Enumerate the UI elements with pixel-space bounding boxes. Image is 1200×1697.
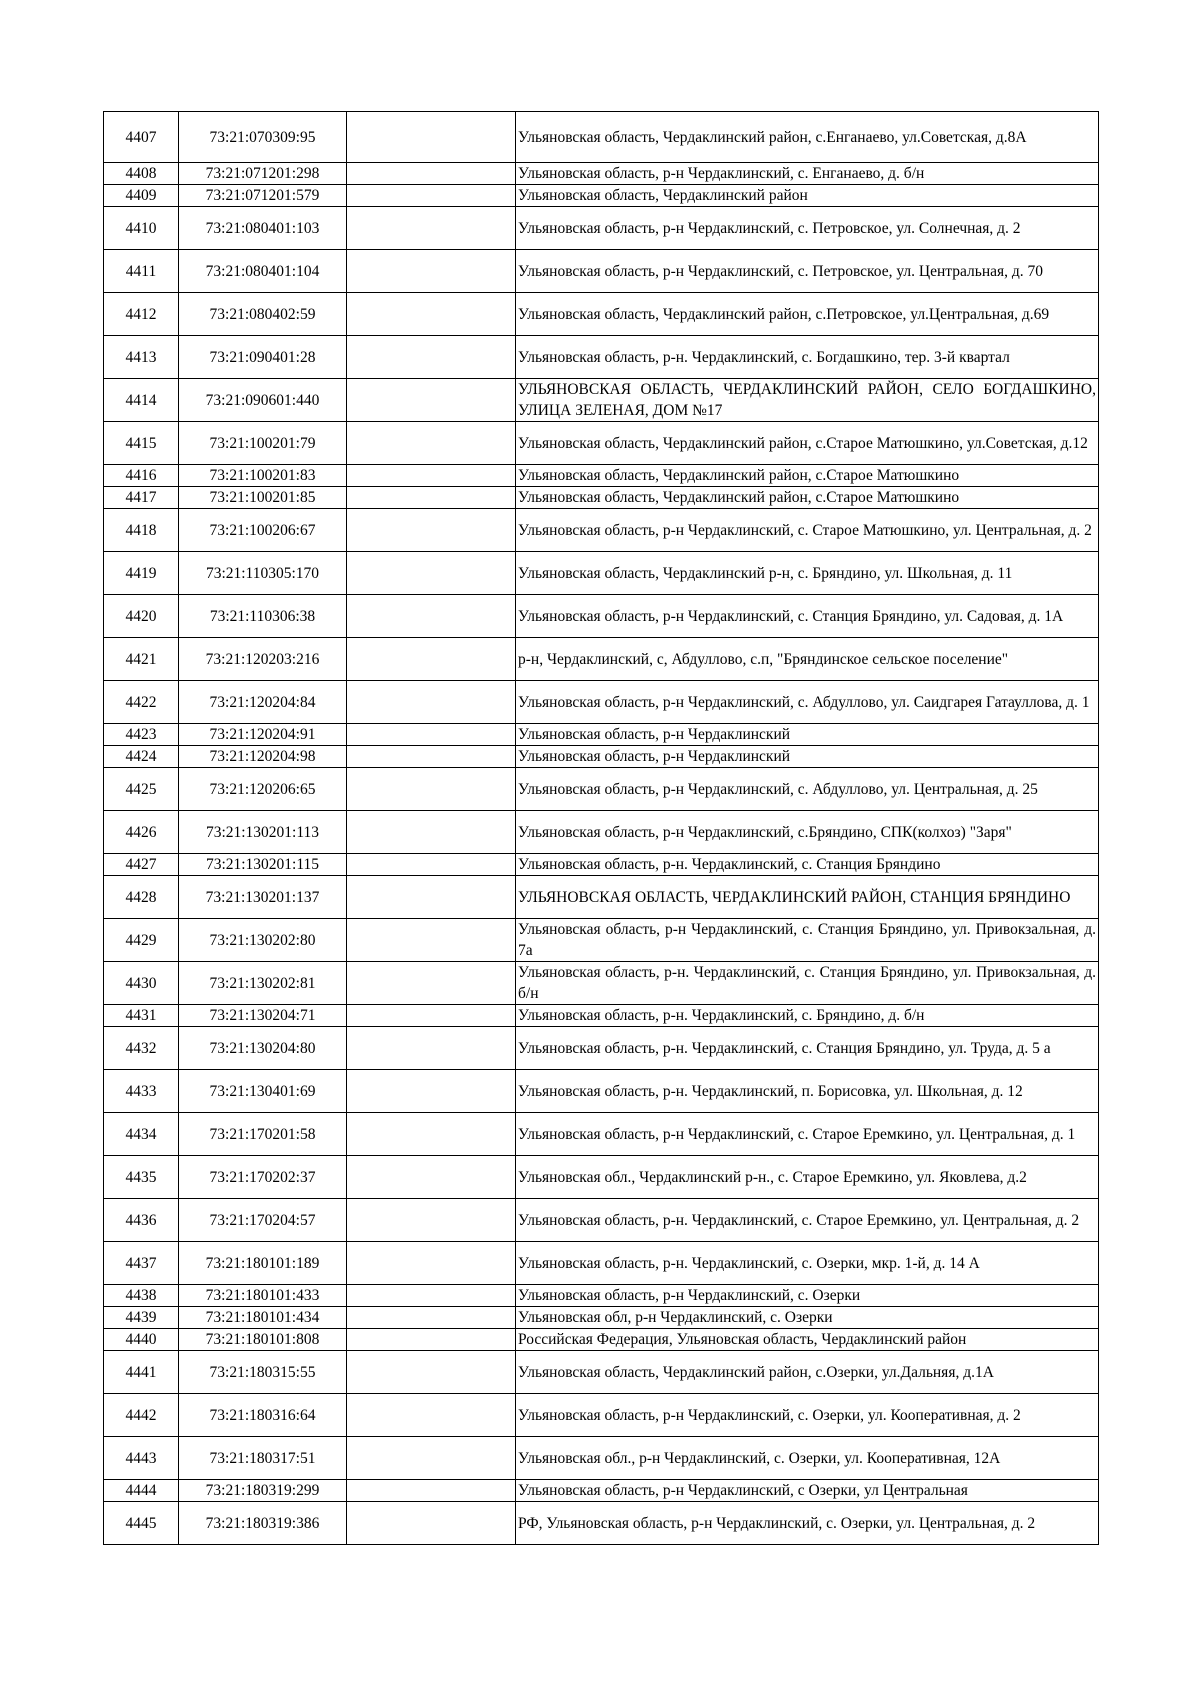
empty-cell — [347, 595, 516, 638]
cadastral-number: 73:21:130202:80 — [179, 919, 347, 962]
table-row — [104, 681, 1099, 724]
address: Ульяновская область, р-н Чердаклинский, с. Озерки — [516, 1285, 1099, 1307]
address: РФ, Ульяновская область, р-н Чердаклинский, с. Озерки, ул. Центральная, д. 2 — [516, 1502, 1099, 1545]
empty-cell — [347, 465, 516, 487]
address: Ульяновская область, Чердаклинский район, с.Старое Матюшкино, ул.Советская, д.12 — [516, 422, 1099, 465]
empty-cell — [347, 1242, 516, 1285]
address: Ульяновская область, Чердаклинский р-н, с. Бряндино, ул. Школьная, д. 11 — [516, 552, 1099, 595]
cadastral-number: 73:21:071201:298 — [179, 163, 347, 185]
address: Ульяновская область, Чердаклинский район, с.Петровское, ул.Центральная, д.69 — [516, 293, 1099, 336]
cadastral-number: 73:21:120204:98 — [179, 746, 347, 768]
table-row — [104, 163, 1099, 185]
cadastral-number: 73:21:180317:51 — [179, 1437, 347, 1480]
cadastral-number: 73:21:110306:38 — [179, 595, 347, 638]
table-row — [104, 185, 1099, 207]
table-row — [104, 595, 1099, 638]
cadastral-number: 73:21:100201:85 — [179, 487, 347, 509]
row-number: 4409 — [104, 185, 179, 207]
empty-cell — [347, 1437, 516, 1480]
cadastral-number: 73:21:120204:84 — [179, 681, 347, 724]
address: Ульяновская область, р-н Чердаклинский, с. Старое Матюшкино, ул. Центральная, д. 2 — [516, 509, 1099, 552]
address: Ульяновская область, Чердаклинский район, с.Озерки, ул.Дальняя, д.1А — [516, 1351, 1099, 1394]
empty-cell — [347, 112, 516, 163]
address: Ульяновская область, р-н Чердаклинский, с Озерки, ул Центральная — [516, 1480, 1099, 1502]
empty-cell — [347, 1394, 516, 1437]
cadastral-number: 73:21:130201:115 — [179, 854, 347, 876]
address: Ульяновская область, р-н Чердаклинский — [516, 724, 1099, 746]
row-number: 4421 — [104, 638, 179, 681]
empty-cell — [347, 768, 516, 811]
row-number: 4408 — [104, 163, 179, 185]
empty-cell — [347, 724, 516, 746]
address: р-н, Чердаклинский, с, Абдуллово, с.п, "Бряндинское сельское поселение" — [516, 638, 1099, 681]
table-row — [104, 1394, 1099, 1437]
empty-cell — [347, 681, 516, 724]
address: Ульяновская обл., р-н Чердаклинский, с. Озерки, ул. Кооперативная, 12А — [516, 1437, 1099, 1480]
row-number: 4444 — [104, 1480, 179, 1502]
address: Ульяновская область, р-н Чердаклинский, с. Станция Бряндино, ул. Садовая, д. 1А — [516, 595, 1099, 638]
table-row — [104, 876, 1099, 919]
table-body — [104, 112, 1099, 1545]
cadastral-number: 73:21:180101:189 — [179, 1242, 347, 1285]
empty-cell — [347, 422, 516, 465]
table-row — [104, 336, 1099, 379]
empty-cell — [347, 1285, 516, 1307]
table-row — [104, 509, 1099, 552]
table-row — [104, 1113, 1099, 1156]
empty-cell — [347, 746, 516, 768]
cadastral-number: 73:21:180319:299 — [179, 1480, 347, 1502]
empty-cell — [347, 207, 516, 250]
row-number: 4436 — [104, 1199, 179, 1242]
row-number: 4407 — [104, 112, 179, 163]
row-number: 4417 — [104, 487, 179, 509]
address: Ульяновская область, Чердаклинский район, с.Старое Матюшкино — [516, 487, 1099, 509]
row-number: 4442 — [104, 1394, 179, 1437]
row-number: 4445 — [104, 1502, 179, 1545]
empty-cell — [347, 962, 516, 1005]
empty-cell — [347, 379, 516, 422]
row-number: 4411 — [104, 250, 179, 293]
table-row — [104, 1502, 1099, 1545]
address: Ульяновская область, р-н. Чердаклинский, с. Бряндино, д. б/н — [516, 1005, 1099, 1027]
cadastral-number: 73:21:180316:64 — [179, 1394, 347, 1437]
address: Ульяновская область, р-н. Чердаклинский, с. Станция Бряндино, ул. Привокзальная, д. б/н — [516, 962, 1099, 1005]
cadastral-number: 73:21:080401:103 — [179, 207, 347, 250]
table-row — [104, 1199, 1099, 1242]
cadastral-number: 73:21:130401:69 — [179, 1070, 347, 1113]
cadastral-number: 73:21:130204:71 — [179, 1005, 347, 1027]
address: Ульяновская область, р-н. Чердаклинский, п. Борисовка, ул. Школьная, д. 12 — [516, 1070, 1099, 1113]
row-number: 4420 — [104, 595, 179, 638]
cadastral-number: 73:21:180101:434 — [179, 1307, 347, 1329]
cadastral-number: 73:21:070309:95 — [179, 112, 347, 163]
table-row — [104, 1285, 1099, 1307]
row-number: 4429 — [104, 919, 179, 962]
table-row — [104, 1437, 1099, 1480]
table-row — [104, 112, 1099, 163]
cadastral-number: 73:21:130202:81 — [179, 962, 347, 1005]
address: УЛЬЯНОВСКАЯ ОБЛАСТЬ, ЧЕРДАКЛИНСКИЙ РАЙОН, СЕЛО БОГДАШКИНО, УЛИЦА ЗЕЛЕНАЯ, ДОМ №17 — [516, 379, 1099, 422]
cadastral-number: 73:21:090401:28 — [179, 336, 347, 379]
table-row — [104, 1351, 1099, 1394]
address: Ульяновская область, р-н Чердаклинский, с.Бряндино, СПК(колхоз) "Заря" — [516, 811, 1099, 854]
cadastral-number: 73:21:090601:440 — [179, 379, 347, 422]
row-number: 4418 — [104, 509, 179, 552]
cadastral-number: 73:21:080402:59 — [179, 293, 347, 336]
table-row — [104, 746, 1099, 768]
empty-cell — [347, 250, 516, 293]
address: Ульяновская область, р-н. Чердаклинский, с. Богдашкино, тер. 3-й квартал — [516, 336, 1099, 379]
address: Ульяновская область, р-н Чердаклинский, с. Енганаево, д. б/н — [516, 163, 1099, 185]
empty-cell — [347, 509, 516, 552]
row-number: 4440 — [104, 1329, 179, 1351]
table-row — [104, 1156, 1099, 1199]
cadastral-number: 73:21:180101:433 — [179, 1285, 347, 1307]
row-number: 4443 — [104, 1437, 179, 1480]
address: Ульяновская область, р-н. Чердаклинский, с. Озерки, мкр. 1-й, д. 14 А — [516, 1242, 1099, 1285]
address: Ульяновская область, р-н. Чердаклинский, с. Станция Бряндино — [516, 854, 1099, 876]
table-row — [104, 1005, 1099, 1027]
empty-cell — [347, 1329, 516, 1351]
cadastral-number: 73:21:170202:37 — [179, 1156, 347, 1199]
empty-cell — [347, 854, 516, 876]
cadastral-number: 73:21:130201:113 — [179, 811, 347, 854]
empty-cell — [347, 552, 516, 595]
row-number: 4410 — [104, 207, 179, 250]
empty-cell — [347, 1005, 516, 1027]
row-number: 4435 — [104, 1156, 179, 1199]
table-row — [104, 487, 1099, 509]
row-number: 4437 — [104, 1242, 179, 1285]
table-row — [104, 250, 1099, 293]
row-number: 4419 — [104, 552, 179, 595]
address: Ульяновская область, Чердаклинский район, с.Енганаево, ул.Советская, д.8А — [516, 112, 1099, 163]
address: Ульяновская область, р-н Чердаклинский, с. Абдуллово, ул. Центральная, д. 25 — [516, 768, 1099, 811]
row-number: 4414 — [104, 379, 179, 422]
empty-cell — [347, 487, 516, 509]
address: Ульяновская обл., Чердаклинский р-н., с. Старое Еремкино, ул. Яковлева, д.2 — [516, 1156, 1099, 1199]
empty-cell — [347, 185, 516, 207]
cadastral-number: 73:21:120206:65 — [179, 768, 347, 811]
empty-cell — [347, 1070, 516, 1113]
empty-cell — [347, 638, 516, 681]
table-row — [104, 919, 1099, 962]
cadastral-number: 73:21:110305:170 — [179, 552, 347, 595]
address: Ульяновская область, р-н. Чердаклинский, с. Станция Бряндино, ул. Труда, д. 5 а — [516, 1027, 1099, 1070]
address: Ульяновская область, р-н Чердаклинский, с. Петровское, ул. Солнечная, д. 2 — [516, 207, 1099, 250]
cadastral-number: 73:21:080401:104 — [179, 250, 347, 293]
table-row — [104, 379, 1099, 422]
address: Ульяновская область, р-н Чердаклинский, с. Станция Бряндино, ул. Привокзальная, д. 7а — [516, 919, 1099, 962]
address: Ульяновская область, Чердаклинский район — [516, 185, 1099, 207]
empty-cell — [347, 919, 516, 962]
table-row — [104, 1027, 1099, 1070]
row-number: 4432 — [104, 1027, 179, 1070]
cadastral-number: 73:21:180319:386 — [179, 1502, 347, 1545]
address: Ульяновская область, р-н Чердаклинский, с. Старое Еремкино, ул. Центральная, д. 1 — [516, 1113, 1099, 1156]
cadastral-number: 73:21:120204:91 — [179, 724, 347, 746]
address: Ульяновская область, р-н Чердаклинский, с. Абдуллово, ул. Саидгарея Гатауллова, д. 1 — [516, 681, 1099, 724]
table-row — [104, 811, 1099, 854]
empty-cell — [347, 1351, 516, 1394]
address: УЛЬЯНОВСКАЯ ОБЛАСТЬ, ЧЕРДАКЛИНСКИЙ РАЙОН, СТАНЦИЯ БРЯНДИНО — [516, 876, 1099, 919]
empty-cell — [347, 1156, 516, 1199]
row-number: 4428 — [104, 876, 179, 919]
cadastral-number: 73:21:170201:58 — [179, 1113, 347, 1156]
empty-cell — [347, 1027, 516, 1070]
row-number: 4427 — [104, 854, 179, 876]
empty-cell — [347, 1307, 516, 1329]
address: Ульяновская область, р-н. Чердаклинский, с. Старое Еремкино, ул. Центральная, д. 2 — [516, 1199, 1099, 1242]
row-number: 4416 — [104, 465, 179, 487]
empty-cell — [347, 293, 516, 336]
table-row — [104, 1242, 1099, 1285]
table-row — [104, 724, 1099, 746]
table-row — [104, 207, 1099, 250]
empty-cell — [347, 876, 516, 919]
address: Ульяновская область, р-н Чердаклинский, с. Озерки, ул. Кооперативная, д. 2 — [516, 1394, 1099, 1437]
row-number: 4434 — [104, 1113, 179, 1156]
cadastral-number: 73:21:180315:55 — [179, 1351, 347, 1394]
address: Ульяновская область, р-н Чердаклинский, с. Петровское, ул. Центральная, д. 70 — [516, 250, 1099, 293]
table-row — [104, 962, 1099, 1005]
row-number: 4438 — [104, 1285, 179, 1307]
empty-cell — [347, 163, 516, 185]
address: Ульяновская область, Чердаклинский район, с.Старое Матюшкино — [516, 465, 1099, 487]
address: Ульяновская область, р-н Чердаклинский — [516, 746, 1099, 768]
table-row — [104, 465, 1099, 487]
table-row — [104, 552, 1099, 595]
table-row — [104, 1480, 1099, 1502]
cadastral-number: 73:21:130204:80 — [179, 1027, 347, 1070]
cadastral-number: 73:21:100206:67 — [179, 509, 347, 552]
empty-cell — [347, 1480, 516, 1502]
table-row — [104, 638, 1099, 681]
table-row — [104, 854, 1099, 876]
row-number: 4413 — [104, 336, 179, 379]
row-number: 4415 — [104, 422, 179, 465]
row-number: 4412 — [104, 293, 179, 336]
empty-cell — [347, 1199, 516, 1242]
cadastral-number: 73:21:071201:579 — [179, 185, 347, 207]
table-row — [104, 1329, 1099, 1351]
row-number: 4430 — [104, 962, 179, 1005]
cadastral-number: 73:21:100201:83 — [179, 465, 347, 487]
cadastral-number: 73:21:130201:137 — [179, 876, 347, 919]
cadastral-number: 73:21:170204:57 — [179, 1199, 347, 1242]
row-number: 4425 — [104, 768, 179, 811]
table-row — [104, 1070, 1099, 1113]
cadastral-number: 73:21:180101:808 — [179, 1329, 347, 1351]
cadastral-number: 73:21:120203:216 — [179, 638, 347, 681]
address: Ульяновская обл, р-н Чердаклинский, с. Озерки — [516, 1307, 1099, 1329]
property-register-table — [103, 111, 1099, 1545]
row-number: 4426 — [104, 811, 179, 854]
table-row — [104, 768, 1099, 811]
empty-cell — [347, 1113, 516, 1156]
cadastral-number: 73:21:100201:79 — [179, 422, 347, 465]
empty-cell — [347, 811, 516, 854]
address: Российская Федерация, Ульяновская область, Чердаклинский район — [516, 1329, 1099, 1351]
row-number: 4424 — [104, 746, 179, 768]
row-number: 4439 — [104, 1307, 179, 1329]
empty-cell — [347, 1502, 516, 1545]
table-row — [104, 422, 1099, 465]
row-number: 4431 — [104, 1005, 179, 1027]
table-row — [104, 1307, 1099, 1329]
row-number: 4441 — [104, 1351, 179, 1394]
row-number: 4423 — [104, 724, 179, 746]
empty-cell — [347, 336, 516, 379]
row-number: 4433 — [104, 1070, 179, 1113]
table-row — [104, 293, 1099, 336]
row-number: 4422 — [104, 681, 179, 724]
